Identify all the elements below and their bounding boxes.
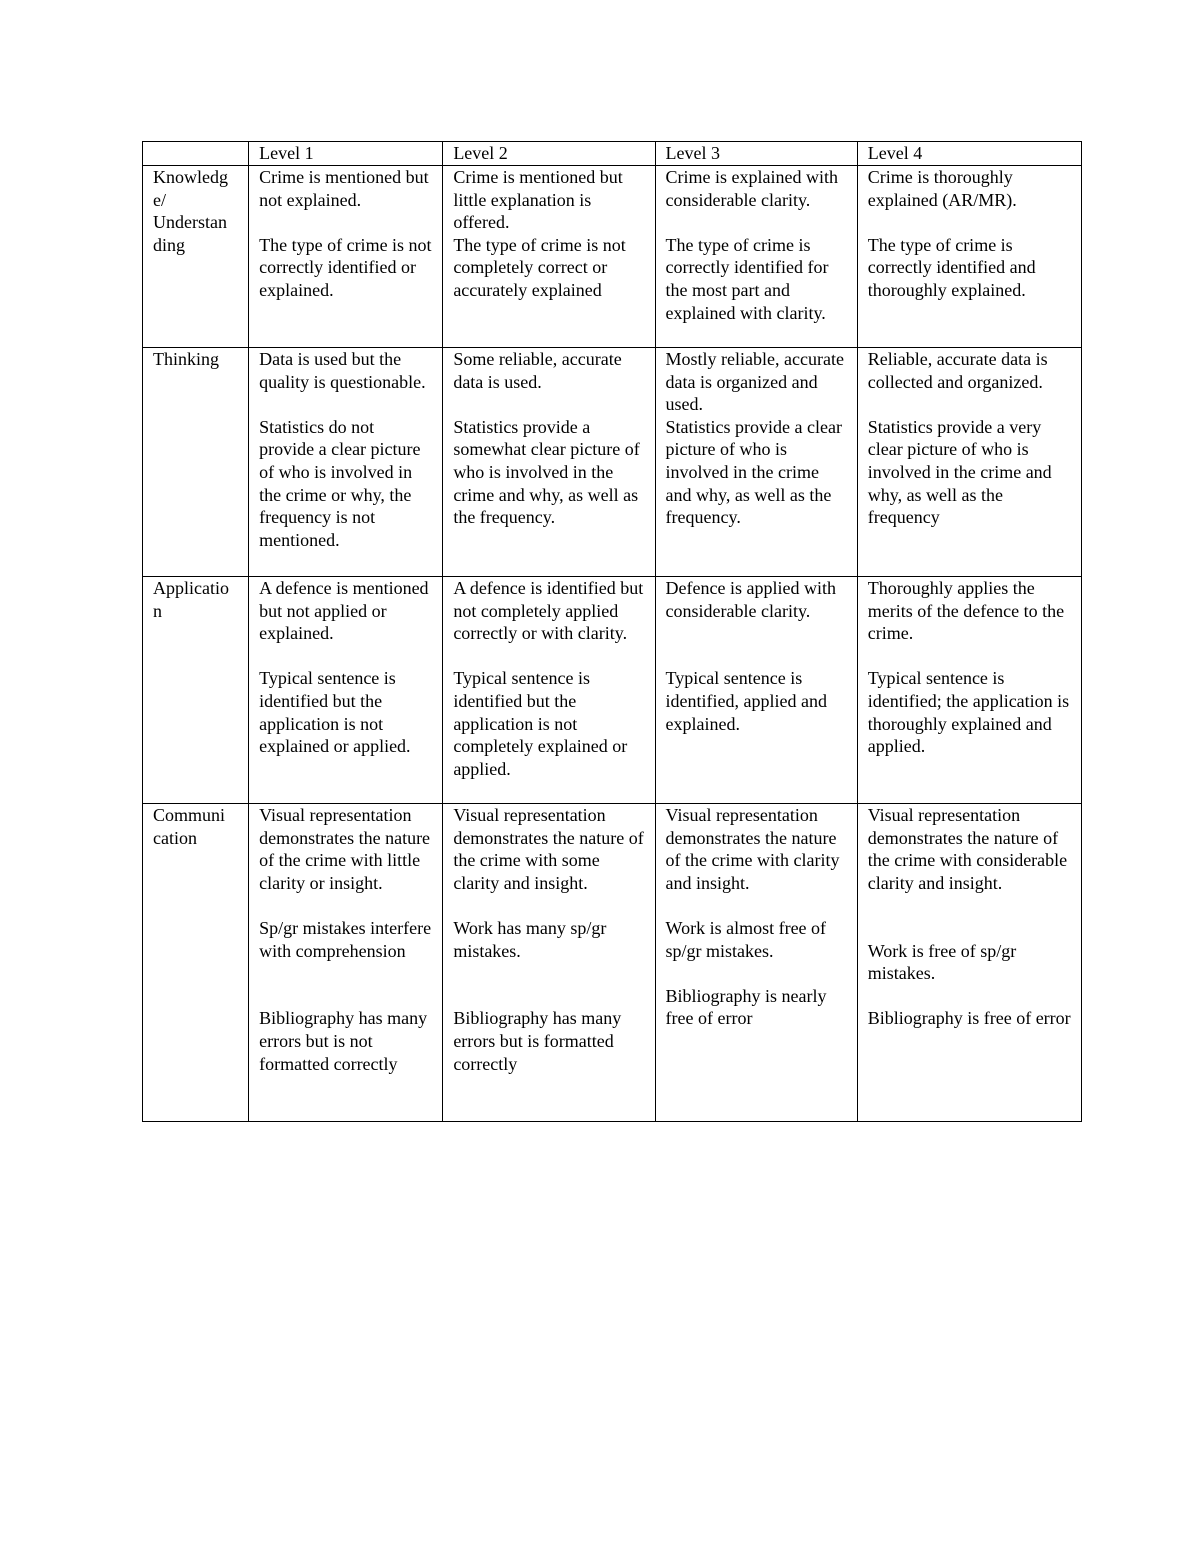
cell-paragraph: Visual representation demonstrates the nature of the crime with clarity and insight. bbox=[665, 805, 840, 893]
rubric-table bbox=[142, 141, 1082, 1122]
cell-paragraph: Typical sentence is identified, applied and explained. bbox=[665, 668, 827, 734]
blank-line bbox=[666, 894, 848, 917]
blank-line bbox=[453, 645, 645, 668]
cell-paragraph: Work is free of sp/gr mistakes. bbox=[867, 940, 1017, 984]
cell-paragraph: Typical sentence is identified but the application is not completely explained or applied. bbox=[453, 668, 628, 779]
cell-paragraph: Statistics do not provide a clear picture of who is involved in the crime or why, the frequency is not mentioned. bbox=[259, 416, 421, 550]
cell-paragraph: A defence is identified but not completely applied correctly or with clarity. bbox=[453, 578, 644, 644]
blank-line bbox=[453, 894, 645, 917]
cell-paragraph: The type of crime is not completely correct or accurately explained bbox=[453, 234, 626, 300]
level-3-cell bbox=[655, 804, 857, 1122]
blank-line bbox=[666, 211, 848, 234]
blank-line bbox=[259, 211, 433, 234]
cell-paragraph: Bibliography is free of error bbox=[867, 1008, 1071, 1029]
cell-paragraph: Crime is mentioned but not explained. bbox=[259, 167, 429, 210]
level-4-cell bbox=[857, 348, 1081, 577]
blank-line bbox=[259, 985, 433, 1008]
cell-paragraph: Visual representation demonstrates the nature of the crime with little clarity or insight. bbox=[259, 805, 431, 893]
header-level-4: Level 4 bbox=[857, 142, 1081, 166]
criterion-cell bbox=[143, 577, 249, 804]
cell-paragraph: Some reliable, accurate data is used. bbox=[453, 349, 622, 392]
blank-line bbox=[868, 894, 1072, 917]
level-2-cell bbox=[443, 348, 655, 577]
cell-paragraph: The type of crime is correctly identified and thoroughly explained. bbox=[867, 234, 1036, 300]
rubric-row bbox=[143, 348, 1082, 577]
level-3-cell bbox=[655, 577, 857, 804]
blank-line bbox=[259, 894, 433, 917]
cell-paragraph: Visual representation demonstrates the nature of the crime with some clarity and insight. bbox=[453, 805, 644, 893]
cell-paragraph: Work is almost free of sp/gr mistakes. bbox=[665, 917, 827, 961]
blank-line bbox=[453, 985, 645, 1008]
level-4-cell bbox=[857, 804, 1081, 1122]
header-level-1: Level 1 bbox=[249, 142, 443, 166]
header-level-3: Level 3 bbox=[655, 142, 857, 166]
criterion-label: Applicatio n bbox=[153, 578, 229, 621]
blank-line bbox=[666, 645, 848, 668]
cell-paragraph: Sp/gr mistakes interfere with comprehension bbox=[259, 917, 432, 961]
cell-paragraph: Crime is thoroughly explained (AR/MR). bbox=[867, 167, 1017, 210]
rubric-row bbox=[143, 804, 1082, 1122]
cell-paragraph: Data is used but the quality is questionable. bbox=[259, 349, 426, 392]
cell-paragraph: Mostly reliable, accurate data is organized and used. bbox=[665, 349, 844, 415]
cell-paragraph: Bibliography is nearly free of error bbox=[665, 985, 827, 1029]
blank-line bbox=[666, 962, 848, 985]
cell-paragraph: The type of crime is not correctly identified or explained. bbox=[259, 234, 432, 300]
cell-paragraph: Reliable, accurate data is collected and organized. bbox=[867, 349, 1048, 392]
level-2-cell bbox=[443, 166, 655, 348]
cell-paragraph: Crime is mentioned but little explanation is offered. bbox=[453, 167, 623, 233]
level-1-cell bbox=[249, 577, 443, 804]
criterion-cell bbox=[143, 804, 249, 1122]
blank-line bbox=[453, 962, 645, 985]
blank-line bbox=[868, 393, 1072, 416]
level-3-cell bbox=[655, 166, 857, 348]
blank-line bbox=[259, 645, 433, 668]
level-2-cell bbox=[443, 577, 655, 804]
blank-line bbox=[666, 622, 848, 645]
cell-paragraph: Statistics provide a very clear picture of who is involved in the crime and why, as well as the frequency bbox=[867, 416, 1052, 528]
blank-line bbox=[868, 211, 1072, 234]
level-3-cell bbox=[655, 348, 857, 577]
level-4-cell bbox=[857, 166, 1081, 348]
cell-paragraph: Crime is explained with considerable clarity. bbox=[665, 167, 838, 210]
level-4-cell bbox=[857, 577, 1081, 804]
rubric-row bbox=[143, 166, 1082, 348]
cell-paragraph: Bibliography has many errors but is not formatted correctly bbox=[259, 1008, 428, 1074]
header-level-2: Level 2 bbox=[443, 142, 655, 166]
cell-paragraph: The type of crime is correctly identified for the most part and explained with clarity. bbox=[665, 234, 829, 323]
cell-paragraph: Visual representation demonstrates the nature of the crime with considerable clarity and insight. bbox=[867, 805, 1068, 893]
level-1-cell bbox=[249, 348, 443, 577]
criterion-label: Knowledg e/ Understan ding bbox=[153, 167, 228, 255]
blank-line bbox=[868, 645, 1072, 668]
cell-paragraph: Typical sentence is identified but the application is not explained or applied. bbox=[259, 668, 411, 757]
rubric-row bbox=[143, 577, 1082, 804]
blank-line bbox=[453, 393, 645, 416]
cell-paragraph: Bibliography has many errors but is formatted correctly bbox=[453, 1008, 622, 1074]
blank-line bbox=[259, 962, 433, 985]
criterion-label: Thinking bbox=[153, 349, 219, 369]
criterion-cell bbox=[143, 348, 249, 577]
header-row bbox=[143, 142, 1082, 166]
criterion-cell bbox=[143, 166, 249, 348]
cell-paragraph: Thoroughly applies the merits of the defence to the crime. bbox=[867, 578, 1065, 644]
cell-paragraph: Defence is applied with considerable clarity. bbox=[665, 578, 836, 621]
level-1-cell bbox=[249, 166, 443, 348]
blank-line bbox=[868, 917, 1072, 940]
level-2-cell bbox=[443, 804, 655, 1122]
blank-line bbox=[868, 985, 1072, 1008]
cell-paragraph: Statistics provide a clear picture of who is involved in the crime and why, as well as the frequency. bbox=[665, 416, 842, 528]
cell-paragraph: A defence is mentioned but not applied or explained. bbox=[259, 578, 429, 644]
level-1-cell bbox=[249, 804, 443, 1122]
criterion-label: Communi cation bbox=[153, 805, 226, 848]
header-corner-cell bbox=[143, 142, 249, 166]
cell-paragraph: Statistics provide a somewhat clear picture of who is involved in the crime and why, as well as the frequency. bbox=[453, 416, 640, 528]
cell-paragraph: Work has many sp/gr mistakes. bbox=[453, 917, 607, 961]
blank-line bbox=[259, 393, 433, 416]
cell-paragraph: Typical sentence is identified; the application is thoroughly explained and applied. bbox=[867, 668, 1070, 757]
